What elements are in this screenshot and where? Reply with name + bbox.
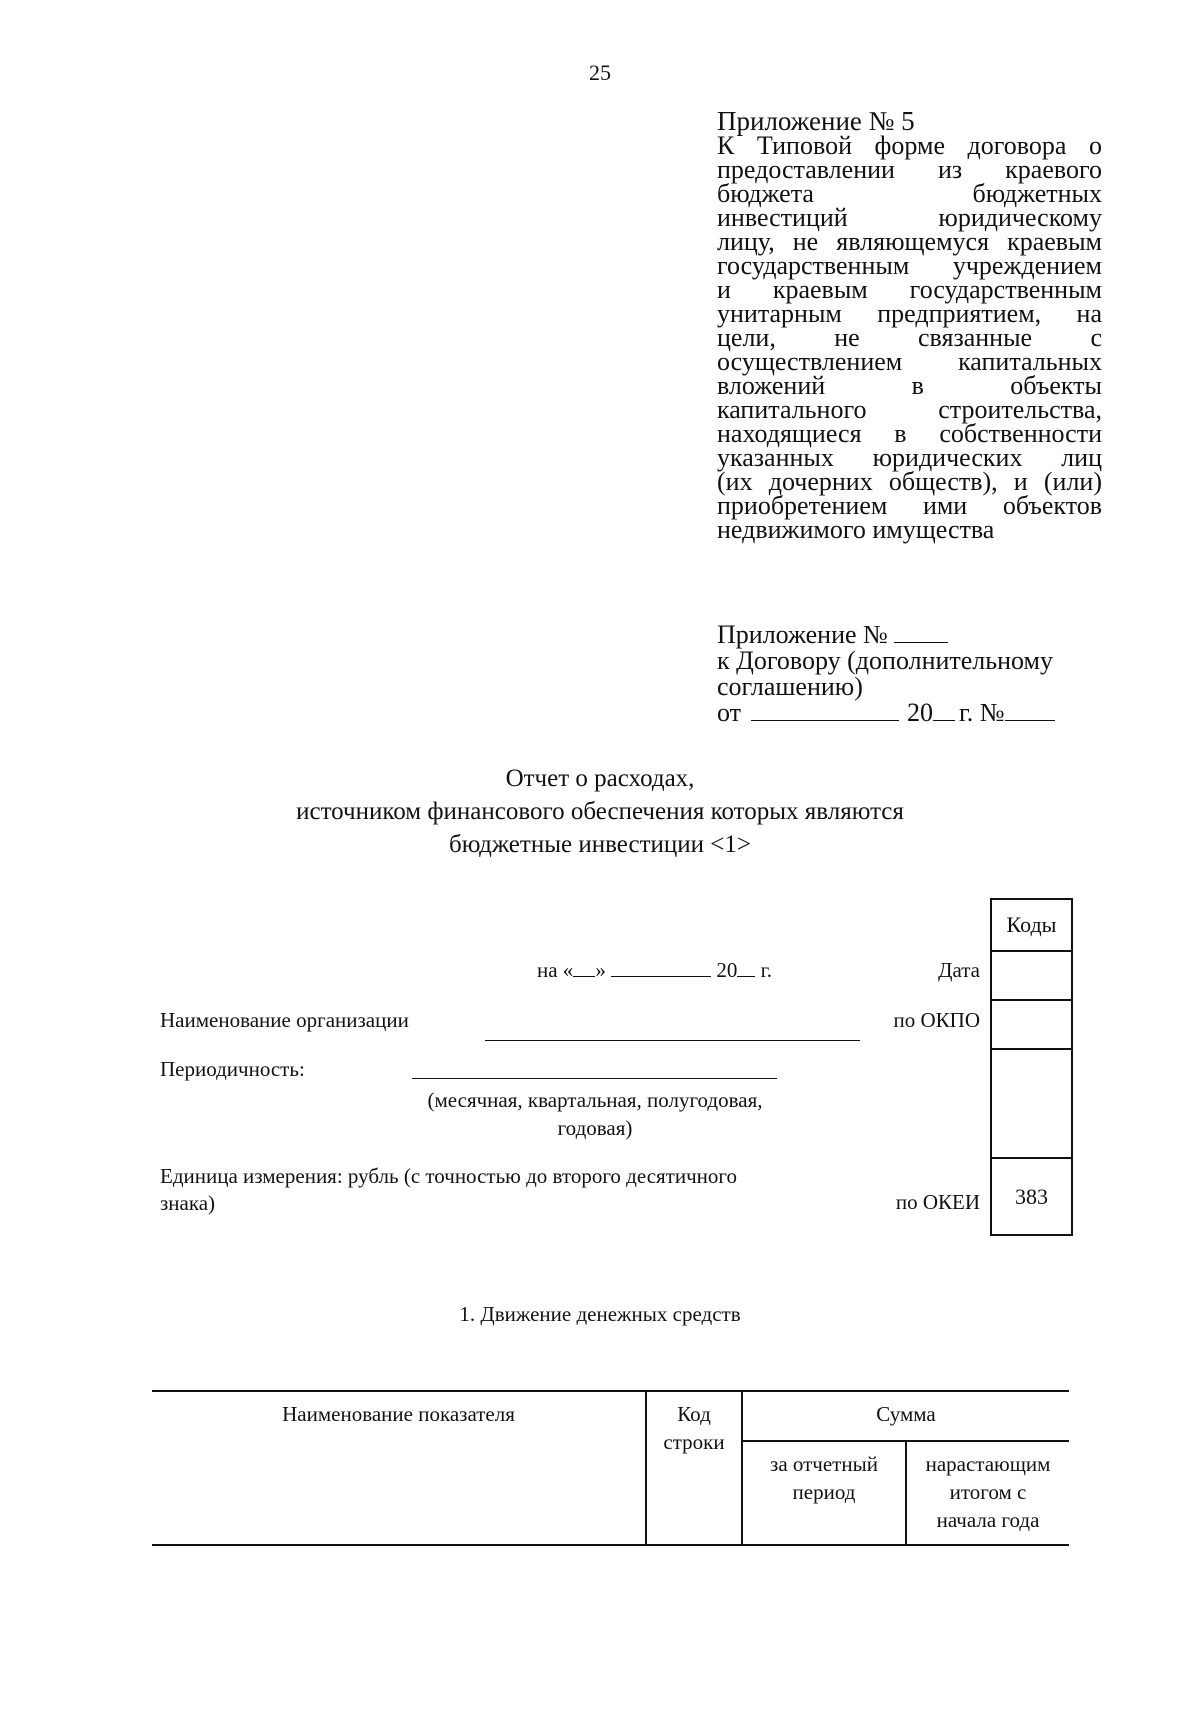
col-cumulative-line-1: нарастающим xyxy=(925,1452,1051,1476)
date-code-cell xyxy=(991,951,1072,1000)
date-year-prefix: 20 xyxy=(716,958,738,982)
periodicity-hint xyxy=(380,1086,810,1142)
okei-code-cell: 383 xyxy=(991,1158,1072,1235)
report-year-blank xyxy=(737,962,755,977)
year-blank xyxy=(933,700,955,721)
col-header-cumulative xyxy=(906,1441,1069,1545)
col-code-line-2: строки xyxy=(663,1430,725,1454)
report-title-line-1: Отчет о расходах, xyxy=(505,765,695,792)
number-blank xyxy=(1005,700,1055,721)
contract-appendix-line xyxy=(717,622,1102,648)
contract-appendix-title: Приложение № xyxy=(717,620,888,649)
appendix-line: приобретением ими объектов xyxy=(717,491,1102,520)
page-number: 25 xyxy=(589,60,611,85)
unit-label-line-2: знака) xyxy=(160,1191,216,1215)
appendix-line: унитарным предприятием, на xyxy=(717,299,1102,328)
col-code-line-1: Код xyxy=(677,1402,711,1426)
contract-line-3: соглашению) xyxy=(717,672,863,701)
col-cumulative-line-2: итогом с xyxy=(949,1480,1027,1504)
okei-label: по ОКЕИ xyxy=(895,1190,980,1214)
col-header-reporting-period xyxy=(742,1441,906,1545)
appendix-line: предоставлении из краевого xyxy=(717,155,1102,184)
col-period-line-2: период xyxy=(792,1480,856,1504)
periodicity-label: Периодичность: xyxy=(160,1057,305,1081)
appendix-title: Приложение № 5 xyxy=(717,106,915,136)
cash-flow-table xyxy=(152,1390,1069,1546)
from-label: от xyxy=(717,698,742,727)
month-blank xyxy=(611,962,711,977)
number-label: г. № xyxy=(959,698,1005,727)
appendix-line: капитального строительства, xyxy=(717,395,1102,424)
col-cumulative-line-3: начала года xyxy=(936,1508,1040,1532)
periodicity-field xyxy=(412,1078,777,1079)
col-header-indicator-name: Наименование показателя xyxy=(152,1391,646,1545)
unit-label-line-1: Единица измерения: рубль (с точностью до второго десятичного xyxy=(160,1164,737,1188)
date-label: Дата xyxy=(938,958,980,982)
periodicity-code-cell xyxy=(991,1049,1072,1158)
appendix-line: инвестиций юридическому xyxy=(717,203,1102,232)
appendix-line: вложений в объекты xyxy=(717,371,1102,400)
appendix-line: указанных юридических лиц xyxy=(717,443,1102,472)
org-name-field xyxy=(485,1040,860,1041)
appendix-line: недвижимого имущества xyxy=(717,515,995,544)
date-year-suffix: г. xyxy=(760,958,773,982)
appendix-line: осуществлением капитальных xyxy=(717,347,1102,376)
year-prefix: 20 xyxy=(907,698,934,727)
date-close-quote: » xyxy=(595,958,606,982)
appendix-line: К Типовой форме договора о xyxy=(717,131,1102,160)
col-header-line-code xyxy=(646,1391,742,1545)
section-1-title: 1. Движение денежных средств xyxy=(459,1302,741,1326)
okpo-code-cell xyxy=(991,1000,1072,1049)
appendix-text xyxy=(717,131,1102,544)
appendix-line: лицу, не являющемуся краевым xyxy=(717,227,1102,256)
codes-table xyxy=(990,898,1073,1236)
col-header-sum: Сумма xyxy=(742,1391,1069,1441)
codes-header: Коды xyxy=(991,899,1072,951)
appendix-block xyxy=(717,108,1102,542)
contract-reference xyxy=(717,622,1102,726)
okpo-label: по ОКПО xyxy=(893,1008,980,1032)
report-title-line-2: источником финансового обеспечения которых являются xyxy=(296,798,904,825)
org-name-label: Наименование организации xyxy=(160,1008,409,1032)
contract-line-2: к Договору (дополнительному xyxy=(717,646,1054,675)
appendix-line: (их дочерних обществ), и (или) xyxy=(717,467,1102,496)
contract-date-line xyxy=(717,700,1102,726)
report-title-line-3: бюджетные инвестиции <1> xyxy=(449,831,751,858)
appendix-line: и краевым государственным xyxy=(717,275,1102,304)
report-date-line xyxy=(537,958,772,983)
periodicity-hint-line-1: (месячная, квартальная, полугодовая, xyxy=(427,1088,763,1112)
day-blank xyxy=(573,962,595,977)
appendix-line: бюджета бюджетных xyxy=(717,179,1102,208)
unit-label xyxy=(160,1163,737,1217)
appendix-line: государственным учреждением xyxy=(717,251,1102,280)
col-period-line-1: за отчетный xyxy=(770,1452,878,1476)
date-blank xyxy=(751,700,899,721)
date-open-quote: на « xyxy=(537,958,574,982)
report-title xyxy=(200,762,1000,861)
appendix-line: цели, не связанные с xyxy=(717,323,1102,352)
periodicity-hint-line-2: годовая) xyxy=(557,1116,633,1140)
appendix-line: находящиеся в собственности xyxy=(717,419,1102,448)
appendix-number-blank xyxy=(894,622,948,643)
